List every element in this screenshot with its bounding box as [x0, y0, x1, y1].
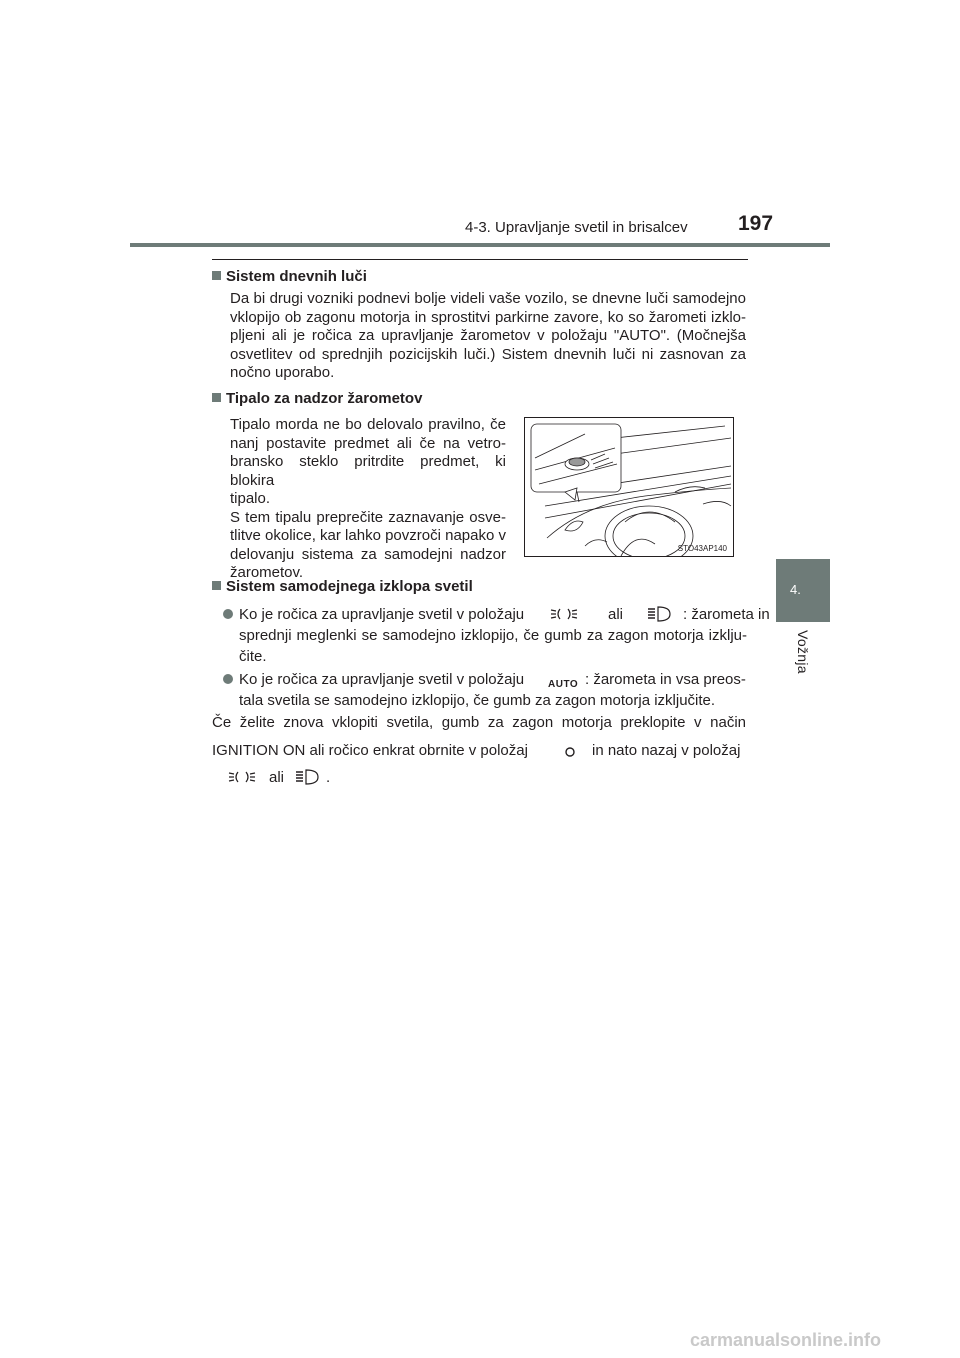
dashboard-drawing	[525, 418, 733, 556]
drl-paragraph: Da bi drugi vozniki podnevi bolje videli vaše vozilo, se dnevne luči samodejno vklopijo ob zagonu motorja in sprostitvi parkirne zavore, ko so žarometi izklo- pljeni ali je ročica za upravljanje žarometov v položaju "AUTO". (Močnejša osvetlitev od sprednjih pozicijskih luči.) Sistem dnevnih luči ni zasnovan za nočno uporabo.	[230, 290, 746, 381]
sensor-paragraph: Tipalo morda ne bo delovalo pravilno, če nanj postavite predmet ali če na vetro- bransko steklo pritrdite predmet, ki blokira tipalo. S tem tipalu preprečite zaznavanje osve- tlitve okolice, kar lahko povzroči napako v delovanju sistema za samodejni nadzor žarometov.	[230, 416, 506, 581]
section-divider	[212, 259, 748, 260]
section-marker-icon	[212, 581, 221, 590]
section-marker-icon	[212, 271, 221, 280]
headlight-icon	[646, 605, 672, 623]
section-title-drl: Sistem dnevnih luči	[212, 268, 367, 285]
chapter-number: 4.	[790, 582, 801, 597]
note-line-2a: IGNITION ON ali ročico enkrat obrnite v položaj	[212, 742, 528, 759]
figure-code: STO43AP140	[677, 544, 727, 553]
off-position-icon	[563, 745, 577, 759]
bullet-item-1: Ko je ročica za upravljanje svetil v položaju ali : žarometa in sprednji meglenki se samodejno izklopijo, če gumb za zagon motorja izklju- čite.	[223, 604, 747, 668]
section-marker-icon	[212, 393, 221, 402]
bullet-dot-icon	[223, 609, 233, 619]
tail-light-icon	[228, 768, 256, 786]
chapter-tab[interactable]	[776, 559, 830, 622]
note-line-1: Če želite znova vklopiti svetila, gumb za zagon motorja preklopite v način	[212, 714, 746, 731]
header-rule	[130, 243, 830, 247]
note-line-3b: .	[326, 769, 331, 786]
auto-light-icon: AUTO	[548, 679, 579, 690]
page-number: 197	[738, 212, 774, 235]
chapter-name: Vožnja	[795, 630, 811, 674]
headlight-icon	[294, 768, 320, 786]
note-line-2b: in nato nazaj v položaj	[592, 742, 741, 759]
tail-light-icon	[550, 605, 578, 623]
section-title-sensor: Tipalo za nadzor žarometov	[212, 390, 422, 407]
sensor-illustration	[524, 417, 734, 557]
header-section-title: 4-3. Upravljanje svetil in brisalcev	[465, 219, 688, 236]
bullet-dot-icon	[223, 674, 233, 684]
watermark: carmanualsonline.info	[690, 1330, 882, 1350]
note-line-3a: ali	[269, 769, 285, 786]
section-title-auto-off: Sistem samodejnega izklopa svetil	[212, 578, 473, 595]
bullet-item-2: Ko je ročica za upravljanje svetil v položaju AUTO : žarometa in vsa preos- tala svetila se samodejno izklopijo, če gumb za zagon motorja izključite.	[223, 669, 747, 713]
